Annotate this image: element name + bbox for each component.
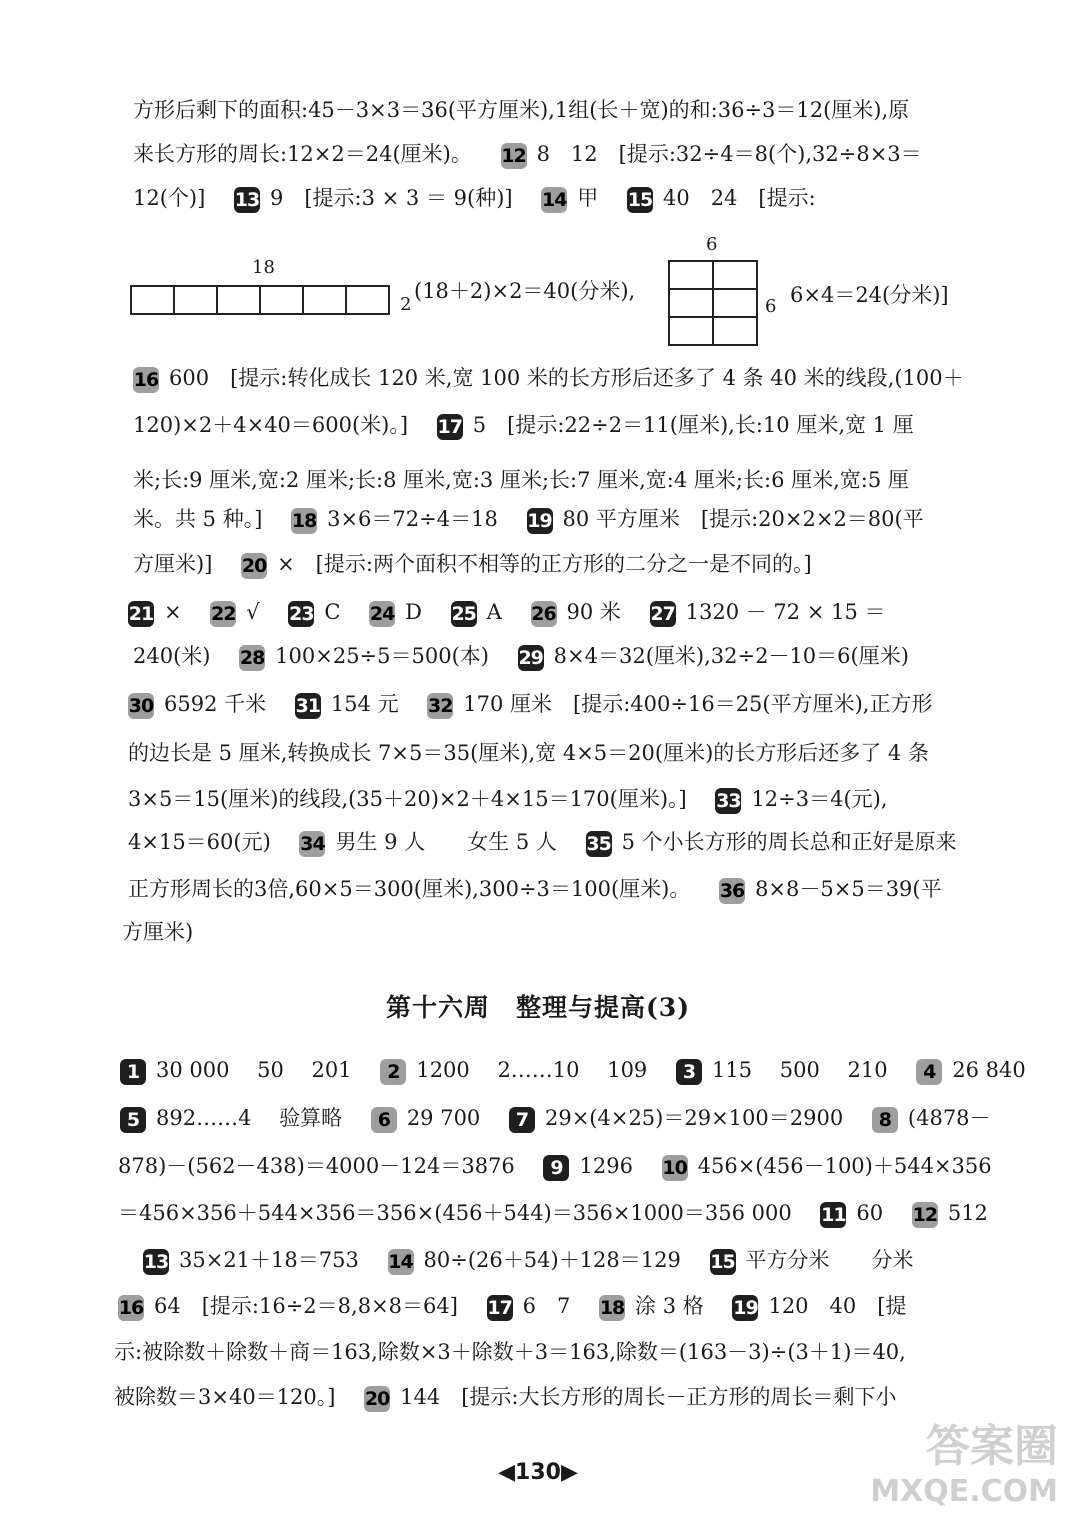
text-line xyxy=(133,504,924,534)
question-number-badge: 12 xyxy=(501,144,526,167)
question-number-badge: 14 xyxy=(388,1250,413,1273)
answer-text: × xyxy=(164,600,182,624)
question-number-badge: 19 xyxy=(527,509,552,532)
question-number-badge: 35 xyxy=(586,832,611,855)
question-number-badge: 17 xyxy=(487,1296,512,1319)
answer-text: 1296 xyxy=(579,1154,633,1178)
text-line xyxy=(120,1103,991,1133)
grid-cell xyxy=(712,260,758,290)
watermark-text: 答案圈 xyxy=(926,1421,1058,1472)
figure-equation: 6×4＝24(分米)] xyxy=(790,283,949,307)
answer-text: 29×(4×25)＝29×100＝2900 xyxy=(544,1106,844,1130)
question-number-badge: 11 xyxy=(821,1203,846,1226)
question-number-badge: 14 xyxy=(542,188,567,211)
answer-text: 892……4 验算略 xyxy=(156,1106,343,1130)
question-number-badge: 29 xyxy=(518,646,543,669)
text-line xyxy=(118,1151,992,1181)
question-number-badge: 25 xyxy=(451,602,476,625)
answer-text: 120 40 [提 xyxy=(768,1294,907,1318)
question-number-badge: 36 xyxy=(719,879,745,902)
answer-text: 1320 － 72 × 15 ＝ xyxy=(685,600,886,624)
text-segment: 米。共 5 种。] xyxy=(133,507,263,531)
text-line xyxy=(133,410,914,440)
text-segment: 来长方形的周长:12×2＝24(厘米)。 xyxy=(133,142,472,166)
answer-text: D xyxy=(405,600,422,624)
grid-cell xyxy=(668,260,714,290)
answer-text: 8×8－5×5＝39(平 xyxy=(755,877,942,901)
question-number-badge: 8 xyxy=(872,1107,898,1133)
question-number-badge: 33 xyxy=(716,789,741,812)
answer-text: 3×6＝72÷4＝18 xyxy=(327,507,498,531)
answer-text: 6 7 xyxy=(522,1294,571,1318)
page-number-text: 130 xyxy=(515,1460,561,1485)
text-line xyxy=(133,363,964,393)
question-number-badge: 13 xyxy=(143,1250,169,1273)
question-number-badge: 18 xyxy=(599,1296,625,1319)
answer-text: 115 500 210 xyxy=(711,1058,888,1082)
grid-cell xyxy=(345,285,390,315)
text-line xyxy=(114,1382,897,1412)
section-title: 第十六周 整理与提高(3) xyxy=(385,993,691,1022)
answer-text: A xyxy=(486,600,502,624)
answer-text: 170 厘米 [提示:400÷16＝25(平方厘米),正方形 xyxy=(463,692,933,716)
text-line xyxy=(128,827,957,857)
answer-text: 12÷3＝4(元), xyxy=(751,787,888,811)
grid-cell xyxy=(668,288,714,318)
text-line xyxy=(128,784,888,814)
question-number-badge: 19 xyxy=(733,1296,758,1319)
text-line xyxy=(118,1291,906,1321)
grid-cell xyxy=(173,285,218,315)
text-line: 方形后剩下的面积:45－3×3＝36(平方厘米),1组(长＋宽)的和:36÷3＝12(厘米),原 xyxy=(133,98,910,122)
text-line xyxy=(133,139,922,169)
question-number-badge: 17 xyxy=(437,415,462,438)
question-number-badge: 20 xyxy=(364,1387,390,1410)
text-line xyxy=(143,1245,914,1275)
text-segment: 4×15＝60(元) xyxy=(128,830,271,854)
question-number-badge: 31 xyxy=(295,694,321,717)
grid-cell xyxy=(259,285,304,315)
answer-text: 5 [提示:22÷2＝11(厘米),长:10 厘米,宽 1 厘 xyxy=(472,413,914,437)
answer-text: 平方分米 分米 xyxy=(745,1248,914,1272)
answer-text: 甲 xyxy=(577,186,599,210)
text-line: 示:被除数＋除数＋商＝163,除数×3＋除数＋3＝163,除数＝(163－3)÷(3＋1)＝40, xyxy=(114,1340,906,1364)
answer-text: 154 元 xyxy=(330,692,399,716)
text-line xyxy=(128,597,885,627)
question-number-badge: 7 xyxy=(509,1107,535,1133)
watermark xyxy=(848,1410,1058,1520)
text-line: 方厘米) xyxy=(122,920,194,944)
answer-text: 512 xyxy=(947,1201,988,1225)
answer-text: C xyxy=(324,600,341,624)
answer-text: 男生 9 人 女生 5 人 xyxy=(335,830,557,854)
answer-text: × [提示:两个面积不相等的正方形的二分之一是不同的。] xyxy=(277,552,812,576)
question-number-badge: 15 xyxy=(710,1250,735,1273)
text-line xyxy=(133,549,812,579)
question-number-badge: 34 xyxy=(300,832,325,855)
question-number-badge: 9 xyxy=(543,1155,569,1181)
answer-text: 29 700 xyxy=(406,1106,481,1130)
answer-text: 80÷(26＋54)＋128＝129 xyxy=(423,1248,681,1272)
answer-text: √ xyxy=(246,600,260,624)
text-line xyxy=(128,689,932,719)
answer-text: 26 840 xyxy=(952,1058,1026,1082)
figure-label: 18 xyxy=(252,257,275,278)
text-line xyxy=(133,641,909,671)
question-number-badge: 22 xyxy=(211,602,236,625)
answer-text: 40 24 [提示: xyxy=(662,186,816,210)
answer-text: 1200 2……10 109 xyxy=(416,1058,648,1082)
answer-text: 600 [提示:转化成长 120 米,宽 100 米的长方形后还多了 4 条 40 米的线段,(100＋ xyxy=(169,366,964,390)
question-number-badge: 18 xyxy=(291,509,317,532)
question-number-badge: 4 xyxy=(916,1059,942,1085)
answer-text: 8 12 [提示:32÷4＝8(个),32÷8×3＝ xyxy=(536,142,922,166)
text-line: 的边长是 5 厘米,转换成长 7×5＝35(厘米),宽 4×5＝20(厘米)的长方形后还多了 4 条 xyxy=(128,741,929,765)
text-segment: 正方形周长的3倍,60×5＝300(厘米),300÷3＝100(厘米)。 xyxy=(128,877,691,901)
question-number-badge: 27 xyxy=(650,602,675,625)
text-segment: ＝456×356＋544×356＝356×(456＋544)＝356×1000＝356 000 xyxy=(118,1201,792,1225)
text-line xyxy=(120,1055,1026,1085)
grid-cell xyxy=(712,316,758,346)
answer-text: 90 米 xyxy=(566,600,621,624)
answer-text: 60 xyxy=(856,1201,884,1225)
figure-label: 6 xyxy=(765,296,777,317)
question-number-badge: 28 xyxy=(239,646,265,669)
answer-text: 9 [提示:3 × 3 ＝ 9(种)] xyxy=(270,186,513,210)
answer-text: 6592 千米 xyxy=(164,692,267,716)
question-number-badge: 6 xyxy=(371,1107,397,1133)
figure-label: 6 xyxy=(706,234,718,255)
triangle-left-icon: ◀ xyxy=(498,1460,516,1485)
text-segment: 方厘米)] xyxy=(133,552,213,576)
question-number-badge: 3 xyxy=(676,1059,702,1085)
question-number-badge: 21 xyxy=(128,602,154,625)
text-segment: 3×5＝15(厘米)的线段,(35＋20)×2＋4×15＝170(厘米)。] xyxy=(128,787,687,811)
text-segment: 被除数＝3×40＝120。] xyxy=(114,1385,336,1409)
grid-cell xyxy=(302,285,347,315)
answer-text: (4878－ xyxy=(907,1106,991,1130)
question-number-badge: 2 xyxy=(380,1059,406,1085)
question-number-badge: 23 xyxy=(289,602,314,625)
grid-cell xyxy=(216,285,261,315)
answer-text: 35×21＋18＝753 xyxy=(179,1248,359,1272)
figure-label: 2 xyxy=(400,294,412,315)
question-number-badge: 15 xyxy=(627,188,653,211)
grid-cell xyxy=(130,285,175,315)
text-segment: 120)×2＋4×40＝600(米)。] xyxy=(133,413,409,437)
grid-cell xyxy=(712,288,758,318)
question-number-badge: 32 xyxy=(428,694,453,717)
question-number-badge: 12 xyxy=(912,1203,938,1226)
triangle-right-icon: ▶ xyxy=(560,1460,578,1485)
answer-text: 100×25÷5＝500(本) xyxy=(275,644,489,668)
answer-text: 144 [提示:大长方形的周长－正方形的周长＝剩下小 xyxy=(400,1385,897,1409)
question-number-badge: 5 xyxy=(120,1107,146,1133)
figure-equation: (18＋2)×2＝40(分米), xyxy=(414,279,636,303)
text-segment: 240(米) xyxy=(133,644,211,668)
answer-text: 5 个小长方形的周长总和正好是原来 xyxy=(621,830,957,854)
question-number-badge: 24 xyxy=(369,602,395,625)
text-line xyxy=(133,183,816,213)
text-line: 米;长:9 厘米,宽:2 厘米;长:8 厘米,宽:3 厘米;长:7 厘米,宽:4 厘米;长:6 厘米,宽:5 厘 xyxy=(133,468,909,492)
question-number-badge: 26 xyxy=(531,602,556,625)
text-segment: 878)－(562－438)＝4000－124＝3876 xyxy=(118,1154,515,1178)
grid-cell xyxy=(668,316,714,346)
answer-text: 8×4＝32(厘米),32÷2－10＝6(厘米) xyxy=(553,644,909,668)
answer-text: 涂 3 格 xyxy=(635,1294,704,1318)
question-number-badge: 10 xyxy=(662,1156,687,1179)
question-number-badge: 20 xyxy=(241,554,267,577)
answer-text: 64 [提示:16÷2＝8,8×8＝64] xyxy=(154,1294,458,1318)
answer-text: 30 000 50 201 xyxy=(156,1058,352,1082)
answer-text: 80 平方厘米 [提示:20×2×2＝80(平 xyxy=(562,507,924,531)
question-number-badge: 16 xyxy=(118,1296,144,1319)
text-segment: 12(个)] xyxy=(133,186,206,210)
watermark-text: MXQE.COM xyxy=(870,1474,1058,1509)
question-number-badge: 30 xyxy=(128,694,154,717)
answer-text: 456×(456－100)＋544×356 xyxy=(697,1154,992,1178)
question-number-badge: 13 xyxy=(234,188,260,211)
text-line xyxy=(128,874,942,904)
question-number-badge: 1 xyxy=(120,1059,146,1085)
text-line xyxy=(118,1198,988,1228)
question-number-badge: 16 xyxy=(133,368,159,391)
